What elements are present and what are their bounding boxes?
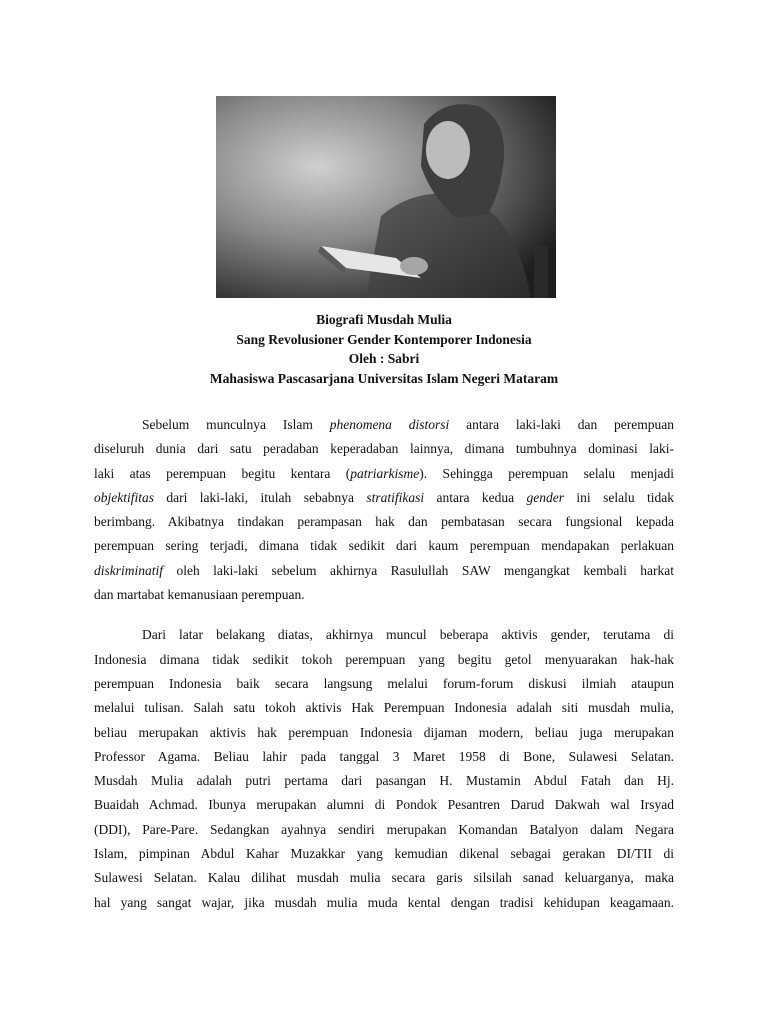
paragraph-line: Buaidah Achmad. Ibunya merupakan alumni di Pondok Pesantren Darud Dakwah wal Irsyad [94,797,674,813]
paragraph-line: Islam, pimpinan Abdul Kahar Muzakkar yang kemudian dikenal sebagai gerakan DI/TII di [94,846,674,862]
italic-term: phenomena distorsi [329,417,450,432]
text-run: antara kedua [424,489,527,505]
paragraph-line: (DDI), Pare-Pare. Sedangkan ayahnya sendiri merupakan Komandan Batalyon dalam Negara [94,821,674,837]
paragraph-line: dan martabat kemanusiaan perempuan. [94,587,305,603]
text-run: Sebelum munculnya Islam [142,417,330,432]
paragraph-1 [94,413,674,607]
document-body [94,413,674,915]
author-line: Oleh : Sabri [348,351,420,367]
paragraph-line: Sulawesi Selatan. Kalau dilihat musdah mulia secara garis silsilah sanad keluarganya, maka [94,870,674,886]
document-header [100,310,668,388]
affiliation-line: Mahasiswa Pascasarjana Universitas Islam Negeri Mataram [209,370,559,386]
paragraph-line: Indonesia dimana tidak sedikit tokoh perempuan yang begitu getol menyuarakan hak-hak [94,651,674,667]
paragraph-line [94,559,674,583]
portrait-photo [216,96,556,298]
paragraph-line: Professor Agama. Beliau lahir pada tanggal 3 Maret 1958 di Bone, Sulawesi Selatan. [94,748,674,764]
paragraph-line: beliau merupakan aktivis hak perempuan Indonesia dijaman modern, beliau juga merupakan [94,724,674,740]
document-title: Biografi Musdah Mulia [316,312,452,327]
paragraph-line: Dari latar belakang diatas, akhirnya muncul beberapa aktivis gender, terutama di [142,627,674,643]
paragraph-line: hal yang sangat wajar, jika musdah mulia muda kental dengan tradisi kehidupan keagamaan. [94,894,674,910]
paragraph-line: berimbang. Akibatnya tindakan perampasan hak dan pembatasan secara fungsional kepada [94,514,674,530]
text-run: ini selalu tidak [564,489,674,505]
paragraph-line [94,462,674,486]
paragraph-line [94,413,674,437]
paragraph-line: perempuan Indonesia baik secara langsung melalui forum-forum diskusi ilmiah ataupun [94,675,674,691]
paragraph-line: melalui tulisan. Salah satu tokoh aktivis Hak Perempuan Indonesia adalah siti musdah mulia, [94,700,674,716]
paragraph-2 [94,623,674,915]
text-run: dari laki-laki, itulah sebabnya [154,489,367,505]
italic-term: stratifikasi [366,489,425,505]
text-run: oleh laki-laki sebelum akhirnya Rasulullah SAW mengangkat kembali harkat [163,562,674,578]
paragraph-line: diseluruh dunia dari satu peradaban keperadaban lainnya, dimana tumbuhnya dominasi laki- [94,441,674,457]
paragraph-line [94,486,674,510]
text-run: antara laki-laki dan perempuan [449,417,674,432]
paragraph-line: perempuan sering terjadi, dimana tidak sedikit dari kaum perempuan mendapakan perlakuan [94,538,674,554]
text-run: ). Sehingga perempuan selalu menjadi [419,465,674,481]
italic-term: gender [526,489,565,505]
italic-term: objektifitas [94,489,154,505]
italic-term: diskriminatif [94,562,164,578]
text-run: laki atas perempuan begitu kentara ( [94,465,351,481]
document-subtitle: Sang Revolusioner Gender Kontemporer Indonesia [236,331,532,347]
italic-term: patriarkisme [350,465,420,481]
paragraph-line: Musdah Mulia adalah putri pertama dari pasangan H. Mustamin Abdul Fatah dan Hj. [94,773,674,789]
